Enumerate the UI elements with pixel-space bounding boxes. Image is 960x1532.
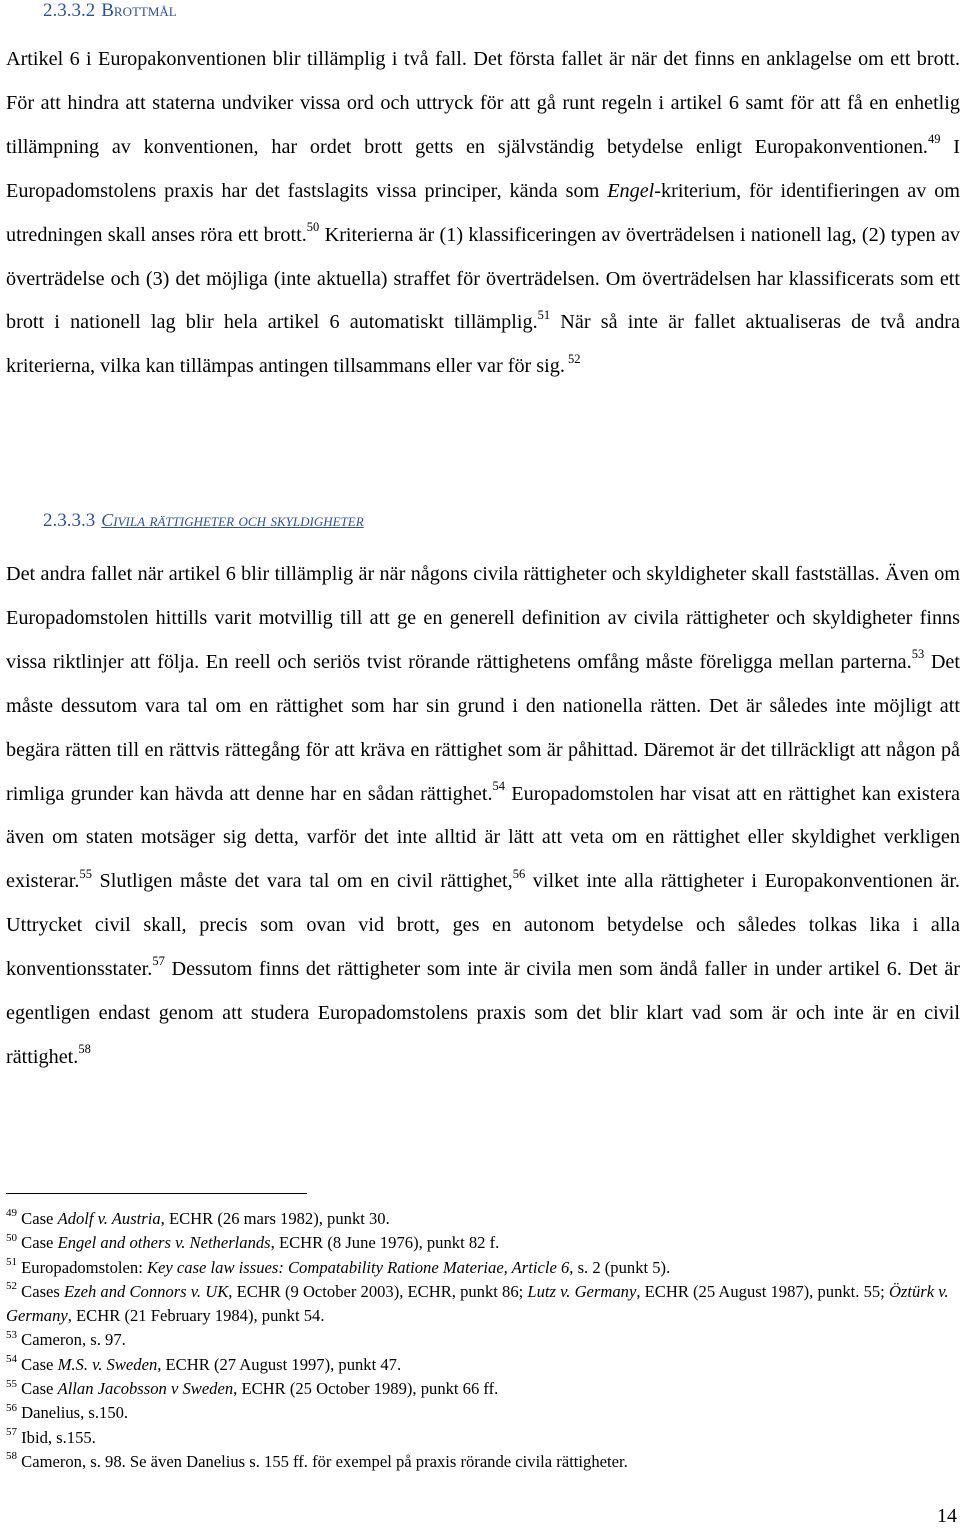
footnote-58 (6, 1450, 960, 1474)
section-heading-2-3-3-3 (43, 510, 364, 532)
page-number: 14 (937, 1505, 957, 1527)
footnote-number: 55 (6, 1377, 17, 1390)
footnote-56 (6, 1401, 960, 1425)
footnote-number: 50 (6, 1231, 17, 1244)
section-heading-2-3-3-2 (43, 0, 177, 22)
paragraph-text: Dessutom finns det rättigheter som inte är civila men som ändå faller in under artikel 6. Det är egentligen endast genom att studera Europadomstolens praxis som det blir klart vad som är och inte är en civil rättighet. (6, 958, 960, 1068)
footnote-text: , ECHR (26 mars 1982), punkt 30. (160, 1209, 390, 1228)
footnote-text: Cases (17, 1281, 65, 1301)
footnote-text: , ECHR (9 October 2003), ECHR, punkt 86; (228, 1281, 528, 1301)
footnote-separator (6, 1193, 307, 1194)
paragraph-text: Europadomstolen har visat att en rättighet kan existera även om staten motsäger sig detta, varför det inte alltid är lätt att veta om en rättighet eller skyldighet verkligen existerar. (6, 782, 960, 893)
footnote-ref: 49 (927, 132, 941, 147)
footnote-text: Europadomstolen: (17, 1257, 147, 1277)
footnote-text: Ibid, s.155. (17, 1427, 96, 1447)
footnote-case-name: Adolf v. Austria (57, 1209, 161, 1228)
section-title: Brottmål (101, 0, 177, 21)
footnote-55 (6, 1377, 960, 1401)
footnote-ref: 56 (512, 866, 526, 881)
footnote-case-name: Allan Jacobsson v Sweden (57, 1379, 234, 1399)
footnote-text: Case (17, 1354, 58, 1374)
footnote-number: 53 (6, 1328, 17, 1341)
footnote-ref: 51 (537, 307, 551, 322)
paragraph-text: Artikel 6 i Europakonventionen blir tillämplig i två fall. Det första fallet är när det finns en anklagelse om ett brott. För att hindra att staterna undviker vissa ord och uttryck för att gå runt regeln i artikel 6 samt för att få en enhetlig tillämpning av konventionen, har ordet brott getts en självständig betydelse enligt Europakonventionen. (6, 48, 960, 158)
footnote-text: Cameron, s. 97. (17, 1330, 126, 1350)
paragraph-text: Slutligen måste det vara tal om en civil rättighet, (91, 870, 513, 893)
footnote-case-name: Ezeh and Connors v. UK (64, 1281, 229, 1301)
footnote-ref: 53 (911, 647, 925, 662)
footnote-text: Case (17, 1233, 58, 1253)
footnote-53 (6, 1328, 960, 1352)
footnote-case-name: M.S. v. Sweden (57, 1354, 158, 1374)
footnote-52 (6, 1280, 960, 1329)
footnote-49 (6, 1207, 960, 1231)
footnote-text: Case (17, 1379, 58, 1399)
footnote-number: 56 (6, 1401, 17, 1414)
footnote-54 (6, 1353, 960, 1377)
footnote-case-name: Engel and others v. Netherlands (57, 1233, 271, 1253)
footnotes (6, 1207, 960, 1474)
footnote-text: Danelius, s.150. (17, 1403, 129, 1423)
paragraph-brottmal (6, 38, 960, 389)
paragraph-text: vilket inte alla rättigheter i Europakonventionen är. Uttrycket civil skall, precis som ovan vid brott, ges en autonom betydelse och således tolkas lika i alla konventionsstater. (6, 870, 960, 981)
footnote-ref: 55 (79, 866, 92, 881)
footnote-text: , ECHR (21 February 1984), punkt 54. (67, 1306, 325, 1326)
footnote-text: , ECHR (25 October 1989), punkt 66 ff. (233, 1379, 499, 1399)
footnote-case-name: Lutz v. Germany (527, 1281, 637, 1301)
footnote-text: , s. 2 (punkt 5). (569, 1257, 671, 1277)
footnote-text: , ECHR (8 June 1976), punkt 82 f. (270, 1233, 500, 1253)
paragraph-emphasis: Engel (607, 179, 655, 202)
paragraph-text: Det måste dessutom vara tal om en rättighet som har sin grund i den nationella rätten. Det är således inte möjligt att begära rätten till en rättvis rättegång för att kräva en rättighet som är påhittad. Däremot är det tillräckligt att någon på rimliga grunder kan hävda att denne har en sådan rättighet. (6, 650, 960, 805)
footnote-text: , ECHR (25 August 1987), punkt. 55; (636, 1281, 889, 1301)
section-number: 2.3.3.2 (43, 0, 96, 21)
footnote-ref: 57 (152, 954, 165, 969)
paragraph-text: När så inte är fallet aktualiseras de två andra kriterierna, vilka kan tillämpas antingen tillsammans eller var för sig. (6, 311, 960, 378)
footnote-number: 52 (6, 1280, 17, 1293)
footnote-doc-title: Key case law issues: Compatability Ratione Materiae, Article 6 (146, 1257, 570, 1277)
paragraph-text: I Europadomstolens praxis har det fastslagits vissa principer, kända som (6, 135, 960, 202)
footnote-ref: 54 (492, 778, 505, 793)
footnote-51 (6, 1256, 960, 1280)
paragraph-text: Kriterierna är (1) klassificeringen av överträdelsen i nationell lag, (2) typen av överträdelse och (3) det möjliga (inte aktuella) straffet för överträdelsen. Om överträdelsen har klassificerats som ett brott i nationell lag blir hela artikel 6 automatiskt tillämplig. (6, 223, 960, 334)
footnote-text: Cameron, s. 98. Se även Danelius s. 155 ff. för exempel på praxis rörande civila rättigheter. (17, 1451, 628, 1471)
paragraph-text: -kriterium, för identifieringen av om utredningen skall anses röra ett brott. (6, 179, 960, 246)
footnote-number: 54 (6, 1353, 17, 1366)
section-number: 2.3.3.3 (43, 510, 96, 531)
footnote-ref: 58 (78, 1042, 91, 1057)
footnote-text: , ECHR (27 August 1997), punkt 47. (157, 1354, 402, 1374)
footnote-number: 51 (6, 1256, 17, 1269)
paragraph-text: Det andra fallet när artikel 6 blir tillämplig är när någons civila rättigheter och skyldigheter skall fastställas. Även om Europadomstolen hittills varit motvillig till att ge en generell definition av civila rättigheter och skyldigheter finns vissa riktlinjer att följa. En reell och seriös tvist rörande rättighetens omfång måste föreligga mellan parterna. (6, 563, 960, 673)
section-title: Civila rättigheter och skyldigheter (101, 510, 364, 530)
footnote-ref: 52 (564, 351, 581, 366)
paragraph-civila-rattigheter (6, 553, 960, 1080)
footnote-50 (6, 1231, 960, 1255)
footnote-case-name: Öztürk v. Germany (6, 1281, 949, 1326)
footnote-ref: 50 (306, 219, 320, 234)
footnote-number: 57 (6, 1426, 17, 1439)
footnote-text: Case (17, 1209, 58, 1228)
footnote-number: 58 (6, 1450, 17, 1463)
footnote-57 (6, 1426, 960, 1450)
footnote-number: 49 (6, 1207, 17, 1220)
